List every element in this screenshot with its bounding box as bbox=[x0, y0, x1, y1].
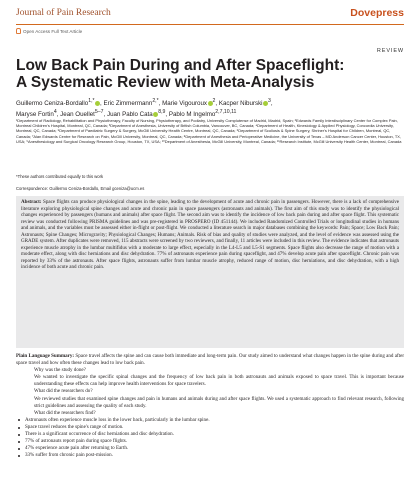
findings-list bbox=[16, 417, 404, 460]
list-item: Space travel reduces the spine's range of motion. bbox=[16, 424, 404, 431]
correspondence[interactable]: Correspondence: Guillermo Ceniza-Bordallo, Email gceniza@ucm.es bbox=[16, 186, 145, 191]
summary-intro: Plain Language Summary: Space travel affects the spine and can cause both immediate and long-term pain. Our study aimed to understand what changes happen in the spine during and after space travel and how often these changes lead to low back pain. bbox=[16, 353, 404, 367]
equal-contribution-note: *These authors contributed equally to this work bbox=[16, 174, 104, 179]
open-access-label[interactable] bbox=[16, 28, 82, 34]
abstract-paragraph bbox=[21, 199, 399, 271]
abstract-text: Space flights can produce physiological changes in the spine, leading to the development of acute and chronic pain in passengers. However, there is a lack of comprehensive literature exploring physiological spine changes and acute and chronic pain in space passengers (astronauts and animals). The first aim of this study was to identify the physiological changes experienced by passengers (humans and animals) after space flight. The second aim was to identify the incidence of low back pain during and after space flight. This systematic review was conducted following PRISMA guidelines and was pre-registered in PROSPERO (ID 451144). We included Randomized Controlled Trials or longitudinal studies in humans and animals, and the variables must be assessed either in-flight or post-flight. We conducted a literature search in major databases combining the keywords: Pain; Space; Low Back Pain; Astronauts; Spine Changes; Microgravity; Physiological Changes; Humans; Animals. Risk of bias and quality of studies were analyzed, and the level of evidence was assessed using the GRADE system. After duplicates were removed, 115 abstracts were screened by two reviewers, and finally, 11 articles were included in this review. The evidence indicates that astronauts experience muscle atrophy in the lumbar multifidus with a moderate to large effect, especially in the L4-L5 and L5-S1 segments. Space flights also decrease the range of motion with a moderate effect, along with disc herniations and disc dehydration. 77% of astronauts experience pain during spaceflight, and 47% develop acute pain after spaceflight. Chronic pain was reported by 33% of the astronauts. After space flights, astronauts suffer from lumbar muscle atrophy, reduced range of motion, disc herniations, and disc dehydration, with a high incidence of both acute and chronic pain. bbox=[21, 199, 400, 271]
author[interactable]: Eric Zimmermann$^{2,*}$ bbox=[103, 98, 159, 108]
list-item: Astronauts often experience muscle loss in the lower back, particularly in the lumbar spine. bbox=[16, 417, 404, 424]
list-item: 47% experience acute pain after returning to Earth. bbox=[16, 445, 404, 452]
list-item: 33% suffer from chronic pain post-mission. bbox=[16, 452, 404, 459]
question-what: What did the researchers do? bbox=[34, 388, 93, 395]
author[interactable]: Jean Ouellet$^{5-7}$ bbox=[60, 109, 104, 119]
author[interactable]: Kacper Niburski $^3$ bbox=[218, 98, 271, 108]
author-list: Guillermo Ceniza-Bordallo$^{1,*}$ , Eric Zimmermann$^{2,*}$, Marie Vigouroux $^2$, Kacper Niburski $^3$, Maryse Fortin$^4$, Jean Ouellet$^{5-7}$, Juan Pablo Cata $^{8,9}$, Pablo M Ingelmo$^{2,7,10,11}$ bbox=[16, 98, 273, 119]
list-item: There is a significant occurrence of disc herniations and disc dehydration. bbox=[16, 431, 404, 438]
author[interactable]: Guillermo Ceniza-Bordallo$^{1,*}$ bbox=[16, 100, 100, 107]
author[interactable]: Pablo M Ingelmo$^{2,7,10,11}$ bbox=[168, 109, 237, 119]
question-findings: What did the researchers find? bbox=[34, 409, 96, 416]
abstract-box bbox=[16, 196, 404, 348]
answer-what: We reviewed studies that examined spine changes and pain in humans and animals during and after space flights. We used a systematic approach to find relevant research, following strict guidelines and assessing the quality of each study. bbox=[34, 395, 404, 409]
open-access-lock-icon bbox=[16, 28, 21, 34]
author[interactable]: Maryse Fortin$^4$ bbox=[16, 109, 57, 119]
question-why: Why was the study done? bbox=[34, 367, 86, 374]
list-item: 77% of astronauts report pain during space flights. bbox=[16, 438, 404, 445]
author[interactable]: Juan Pablo Cata $^{8,9}$ bbox=[106, 109, 166, 119]
orcid-icon[interactable] bbox=[95, 101, 100, 106]
affiliations: ¹Department of Radiology, Rehabilitation and Physiotherapy, Faculty of Nursing, Physiotherapy, and Podiatry, University Complutense of Madrid, Madrid, Spain; ²Edwards Family Interdisciplinary Center for Complex Pain, Montreal Children's Hospital, Montreal, QC, Canada; ³Department of Anesthesia, University of British Columbia, Vancouver, BC, Canada; ⁴Department of Health, Kinesiology & Applied Physiology, Concordia University, Montreal, QC, Canada; ⁵Department of Paediatric Surgery & Surgery, McGill University Health Centre, Montreal, QC, Canada; ⁶Department of Scoliosis & Spine Surgery, Shriner's Hospital for Children, Montreal, QC, Canada; ⁷Alan Edwards Centre for Research on Pain, McGill University, Montreal, QC, Canada; ⁸Department of Anesthesia and Perioperative Medicine, the University of Texas – MD Anderson Cancer Center, Houston, TX, USA; ⁹Anesthesiology and Surgical Oncology Research Group, Houston, TX, USA; ¹⁰Department of Anesthesia, McGill University, Montreal, Canada; ¹¹Research Institute, McGill University Health Center, Montreal, Canada bbox=[16, 118, 402, 144]
summary-label: Plain Language Summary: bbox=[16, 353, 75, 359]
page-header bbox=[16, 8, 404, 22]
answer-why: We wanted to investigate the specific spinal changes and the frequency of low back pain in both astronauts and animals exposed to space travel. This is important because understanding these effects can help improve health interventions for space travelers. bbox=[34, 374, 404, 388]
header-rule bbox=[16, 24, 404, 25]
open-access-text: Open Access Full Text Article bbox=[23, 28, 83, 34]
article-type: REVIEW bbox=[376, 48, 404, 54]
plain-language-summary bbox=[16, 353, 404, 459]
abstract-label: Abstract: bbox=[21, 199, 42, 205]
article-title bbox=[16, 57, 404, 91]
journal-name[interactable]: Journal of Pain Research bbox=[16, 8, 111, 18]
title-line-2: A Systematic Review with Meta-Analysis bbox=[16, 74, 315, 91]
author[interactable]: Marie Vigouroux $^2$ bbox=[162, 98, 216, 108]
title-line-1: Low Back Pain During and After Spaceflight: bbox=[16, 57, 345, 74]
publisher-logo[interactable]: Dovepress bbox=[350, 7, 404, 19]
